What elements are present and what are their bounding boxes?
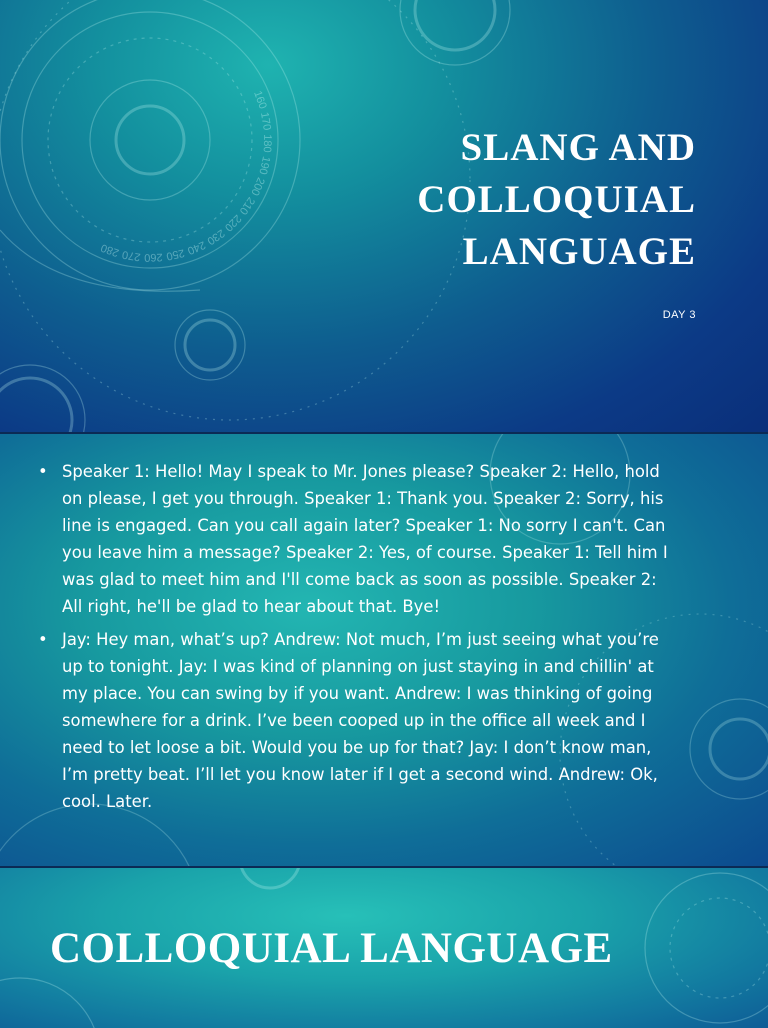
dial-number: 170 [258, 111, 273, 132]
slide-subtitle: DAY 3 [662, 309, 696, 321]
list-item [38, 626, 678, 815]
dial-number: 240 [185, 238, 208, 257]
dial-number: 230 [204, 226, 227, 247]
dialogue-text: Jay: Hey man, what’s up? Andrew: Not much, I’m just seeing what you’re up to tonight. Jay: I was kind of planning on just staying in and chillin' at my place. You can swing by if you want. Andrew: I was thinking of going somewhere for a drink. I’ve been cooped up in the office all week and I need to let loose a bit. Would you be up for that? Jay: I don’t know man, I’m pretty beat. I’ll let you know later if I get a second wind. Andrew: Ok, cool. Later. [62, 630, 659, 811]
dial-number: 250 [165, 246, 186, 263]
title-slide [0, 0, 768, 432]
dial-number: 220 [221, 211, 244, 234]
dialogue-text: Speaker 1: Hello! May I speak to Mr. Jones please? Speaker 2: Hello, hold on please, I get you through. Speaker 1: Thank you. Speaker 2: Sorry, his line is engaged. Can you call again later? Speaker 1: No sorry I can't. Can you leave him a message? Speaker 2: Yes, of course. Speaker 1: Tell him I was glad to meet him and I'll come back as soon as possible. Speaker 2: All right, he'll be glad to hear about that. Bye! [62, 462, 668, 616]
bullet-icon: • [38, 630, 48, 649]
dial-number: 210 [236, 194, 257, 217]
dial-number: 180 [260, 134, 274, 153]
slide-title: SLANG AND COLLOQUIAL LANGUAGE [417, 126, 696, 273]
dial-number: 270 [121, 248, 142, 263]
dial-number: 160 [251, 89, 269, 111]
section-slide [0, 868, 768, 1028]
dialogue-list [38, 458, 678, 821]
list-item [38, 458, 678, 620]
slide-title: COLLOQUIAL LANGUAGE [50, 925, 613, 972]
content-slide [0, 434, 768, 866]
bullet-icon: • [38, 462, 48, 481]
dial-number: 190 [256, 155, 273, 176]
dial-number: 280 [99, 241, 121, 259]
dial-number: 260 [144, 250, 163, 264]
dial-number: 200 [248, 175, 267, 198]
